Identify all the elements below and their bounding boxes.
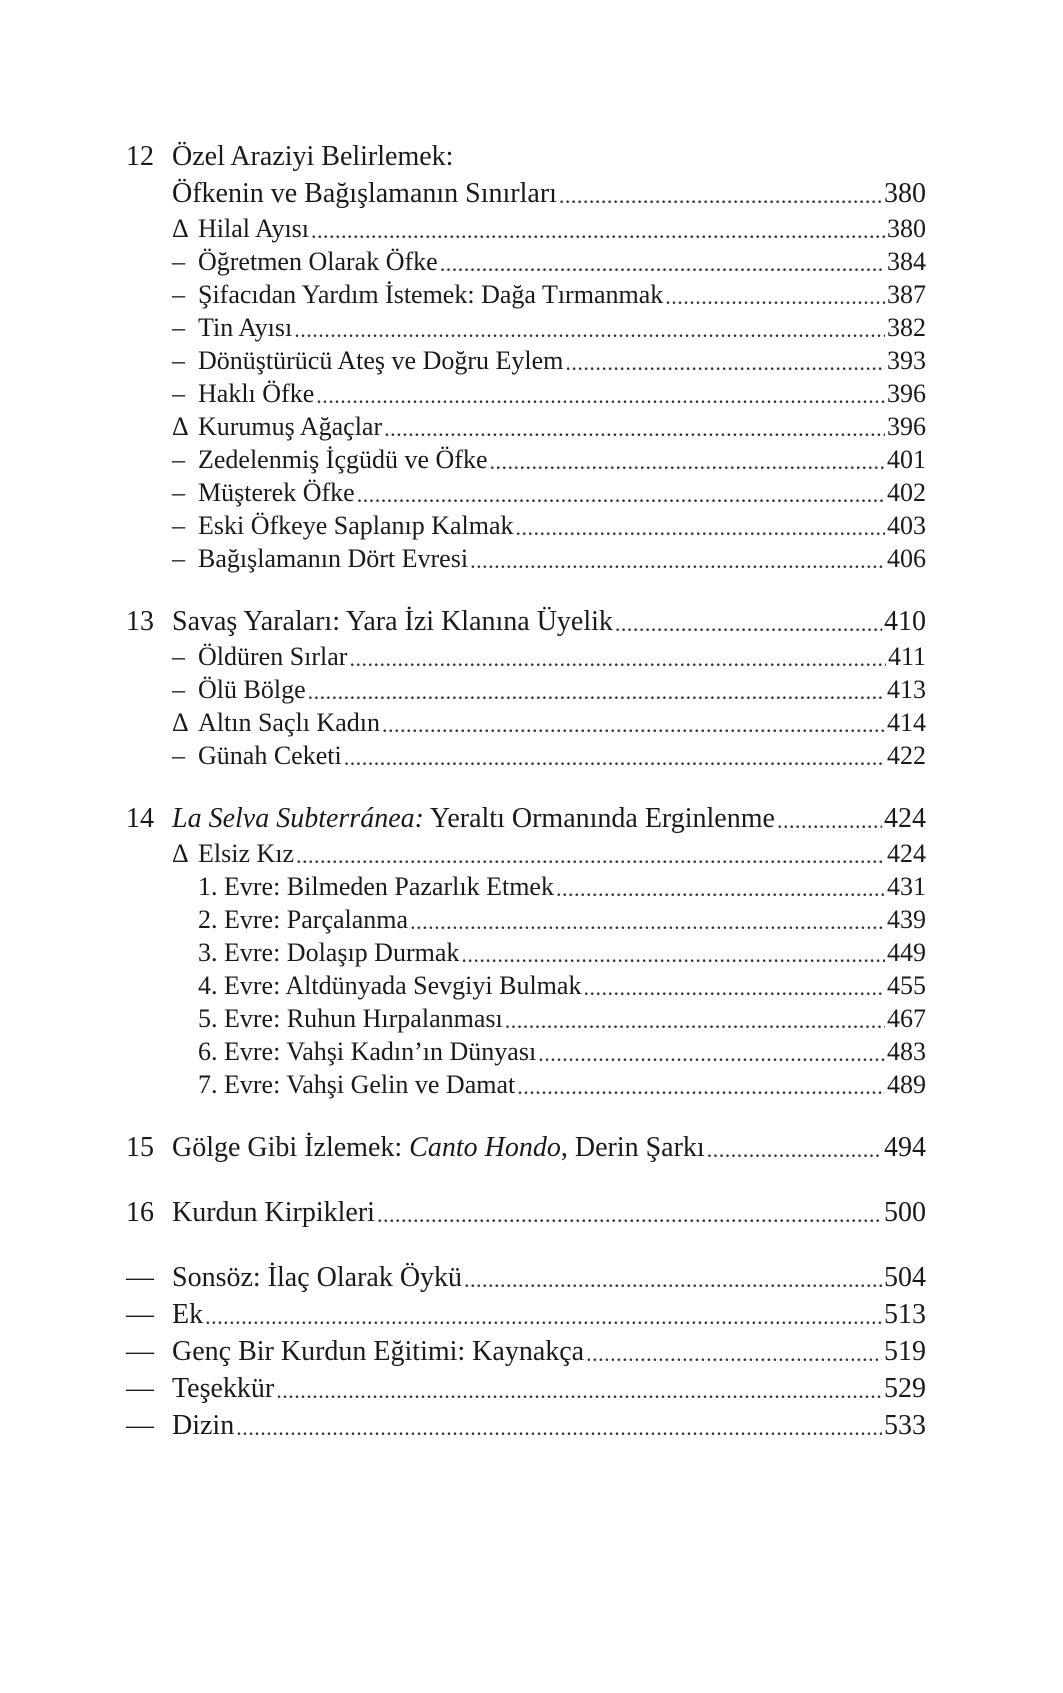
entry-title: Eski Öfkeye Saplanıp Kalmak (198, 511, 514, 540)
leader-dots (410, 908, 885, 934)
dash-marker: – (172, 741, 185, 770)
dash-marker: – (172, 675, 185, 704)
toc-entry[interactable] (126, 969, 926, 1002)
toc-entry[interactable] (126, 640, 926, 673)
entry-title: 6. Evre: Vahşi Kadın’ın Dünyası (198, 1037, 537, 1066)
entry-title: Bağışlamanın Dört Evresi (198, 544, 469, 573)
page-number: 504 (884, 1262, 926, 1293)
toc-entry[interactable] (126, 1068, 926, 1101)
dash-marker: – (172, 445, 185, 474)
toc-backmatter-entry[interactable] (126, 1296, 926, 1333)
triangle-marker: Δ (172, 839, 189, 868)
leader-dots (538, 1040, 885, 1066)
toc-entry[interactable] (126, 278, 926, 311)
chapter-number: 15 (126, 1132, 154, 1163)
entry-title: Kurumuş Ağaçlar (198, 412, 383, 441)
chapter-title-part-a: Gölge Gibi İzlemek: (172, 1132, 410, 1163)
page-number: 380 (887, 214, 926, 243)
page-number: 500 (884, 1197, 926, 1228)
em-dash-marker: — (126, 1336, 154, 1367)
toc-entry[interactable] (126, 936, 926, 969)
toc-backmatter-entry[interactable] (126, 1333, 926, 1370)
page-number: 402 (887, 478, 926, 507)
page-number: 387 (887, 280, 926, 309)
entry-title: 2. Evre: Parçalanma (198, 905, 409, 934)
page-number: 410 (884, 606, 926, 637)
page-number: 519 (884, 1336, 926, 1367)
chapter-title-rest: Yeraltı Ormanında Erginlenme (423, 803, 775, 834)
em-dash-marker: — (126, 1373, 154, 1404)
toc-entry[interactable] (126, 542, 926, 575)
chapter-title: Savaş Yaraları: Yara İzi Klanına Üyelik (172, 606, 613, 637)
toc-chapter-16[interactable] (126, 1194, 926, 1231)
leader-dots (311, 217, 885, 243)
entry-title: Dizin (172, 1410, 235, 1441)
leader-dots (505, 1007, 885, 1033)
toc-entry[interactable] (126, 443, 926, 476)
page-number: 396 (887, 379, 926, 408)
em-dash-marker: — (126, 1262, 154, 1293)
leader-dots (296, 842, 885, 868)
leader-dots (316, 382, 885, 408)
entry-title: Haklı Öfke (198, 379, 315, 408)
entry-title: Tin Ayısı (198, 313, 293, 342)
page-number: 529 (884, 1373, 926, 1404)
leader-dots (470, 547, 885, 573)
leader-dots (556, 875, 885, 901)
toc-backmatter-entry[interactable] (126, 1407, 926, 1444)
leader-dots (583, 974, 885, 1000)
entry-title: Dönüştürücü Ateş ve Doğru Eylem (198, 346, 564, 375)
page-number: 533 (884, 1410, 926, 1441)
page-number: 513 (884, 1299, 926, 1330)
leader-dots (440, 250, 885, 276)
entry-title: Müşterek Öfke (198, 478, 355, 507)
leader-dots (586, 1339, 882, 1367)
leader-dots (384, 415, 885, 441)
leader-dots (294, 316, 885, 342)
page-number: 424 (884, 803, 926, 834)
dash-marker: – (172, 280, 185, 309)
dash-marker: – (172, 313, 185, 342)
leader-dots (357, 481, 885, 507)
chapter-number: 12 (126, 141, 154, 172)
page-number: 393 (887, 346, 926, 375)
dash-marker: – (172, 642, 185, 671)
page-number: 422 (887, 741, 926, 770)
page-number: 467 (887, 1004, 926, 1033)
leader-dots (517, 1073, 885, 1099)
entry-title: Hilal Ayısı (198, 214, 310, 243)
chapter-title (172, 800, 775, 837)
entry-title: Elsiz Kız (198, 839, 295, 868)
leader-dots (205, 1302, 882, 1330)
dash-marker: – (172, 379, 185, 408)
entry-title: Şifacıdan Yardım İstemek: Dağa Tırmanmak (198, 280, 664, 309)
toc-chapter-14[interactable] (126, 800, 926, 837)
em-dash-marker: — (126, 1410, 154, 1441)
leader-dots (349, 645, 885, 671)
page-number: 411 (887, 642, 926, 671)
page-number: 439 (887, 905, 926, 934)
entry-title: Genç Bir Kurdun Eğitimi: Kaynakça (172, 1336, 585, 1367)
table-of-contents (126, 138, 926, 1444)
toc-entry[interactable] (126, 1035, 926, 1068)
toc-entry[interactable] (126, 377, 926, 410)
chapter-title-part-b: , Derin Şarkı (560, 1132, 705, 1163)
page-number: 414 (887, 708, 926, 737)
leader-dots (565, 349, 885, 375)
page-number: 413 (887, 675, 926, 704)
entry-title: Ek (172, 1299, 204, 1330)
chapter-title-italic: Canto Hondo (409, 1132, 561, 1163)
leader-dots (276, 1376, 882, 1404)
page-number: 396 (887, 412, 926, 441)
page-number: 424 (887, 839, 926, 868)
toc-entry[interactable] (126, 311, 926, 344)
leader-dots (461, 941, 885, 967)
entry-title: Sonsöz: İlaç Olarak Öykü (172, 1262, 463, 1293)
dash-marker: – (172, 247, 185, 276)
toc-entry[interactable] (126, 673, 926, 706)
chapter-title (172, 1129, 705, 1166)
page-number: 494 (884, 1132, 926, 1163)
entry-title: Zedelenmiş İçgüdü ve Öfke (198, 445, 488, 474)
toc-entry[interactable] (126, 509, 926, 542)
leader-dots (377, 1200, 882, 1228)
entry-title: 1. Evre: Bilmeden Pazarlık Etmek (198, 872, 554, 901)
leader-dots (516, 514, 885, 540)
entry-title: Ölü Bölge (198, 675, 306, 704)
entry-title: 4. Evre: Altdünyada Sevgiyi Bulmak (198, 971, 582, 1000)
entry-title: Teşekkür (172, 1373, 275, 1404)
page-number: 449 (887, 938, 926, 967)
page-number: 382 (887, 313, 926, 342)
toc-entry[interactable] (126, 410, 926, 443)
leader-dots (559, 181, 882, 209)
entry-title: Altın Saçlı Kadın (198, 708, 380, 737)
page-number: 483 (887, 1037, 926, 1066)
page-number: 403 (887, 511, 926, 540)
entry-title: Günah Ceketi (198, 741, 342, 770)
page-number: 406 (887, 544, 926, 573)
toc-entry[interactable] (126, 903, 926, 936)
dash-marker: – (172, 544, 185, 573)
leader-dots (382, 711, 885, 737)
toc-entry[interactable] (126, 245, 926, 278)
toc-entry[interactable] (126, 837, 926, 870)
entry-title: Öldüren Sırlar (198, 642, 348, 671)
entry-title: 5. Evre: Ruhun Hırpalanması (198, 1004, 503, 1033)
page-number: 431 (887, 872, 926, 901)
leader-dots (490, 448, 885, 474)
chapter-number: 14 (126, 803, 154, 834)
chapter-title: Kurdun Kirpikleri (172, 1197, 375, 1228)
toc-chapter-15[interactable] (126, 1129, 926, 1166)
page-number: 489 (887, 1070, 926, 1099)
toc-entry[interactable] (126, 212, 926, 245)
leader-dots (707, 1135, 882, 1163)
chapter-title: Özel Araziyi Belirlemek: (172, 141, 454, 172)
toc-backmatter-entry[interactable] (126, 1259, 926, 1296)
leader-dots (464, 1265, 882, 1293)
triangle-marker: Δ (172, 214, 189, 243)
leader-dots (665, 283, 885, 309)
page-number: 380 (884, 178, 926, 209)
triangle-marker: Δ (172, 412, 189, 441)
entry-title: 7. Evre: Vahşi Gelin ve Damat (198, 1070, 516, 1099)
leader-dots (308, 678, 885, 704)
leader-dots (777, 806, 882, 834)
page-number: 384 (887, 247, 926, 276)
dash-marker: – (172, 478, 185, 507)
toc-entry[interactable] (126, 476, 926, 509)
leader-dots (615, 609, 882, 637)
triangle-marker: Δ (172, 708, 189, 737)
chapter-number: 13 (126, 606, 154, 637)
dash-marker: – (172, 346, 185, 375)
toc-entry[interactable] (126, 1002, 926, 1035)
toc-backmatter-entry[interactable] (126, 1370, 926, 1407)
entry-title: Öğretmen Olarak Öfke (198, 247, 438, 276)
em-dash-marker: — (126, 1299, 154, 1330)
toc-entry[interactable] (126, 706, 926, 739)
toc-chapter-12-heading (126, 138, 926, 175)
chapter-title: Öfkenin ve Bağışlamanın Sınırları (172, 178, 557, 209)
leader-dots (236, 1413, 882, 1441)
toc-entry[interactable] (126, 739, 926, 772)
toc-entry[interactable] (126, 344, 926, 377)
dash-marker: – (172, 511, 185, 540)
toc-entry[interactable] (126, 870, 926, 903)
toc-entry[interactable] (126, 175, 926, 212)
toc-chapter-13[interactable] (126, 603, 926, 640)
page-number: 455 (887, 971, 926, 1000)
leader-dots (344, 744, 885, 770)
page-number: 401 (887, 445, 926, 474)
entry-title: 3. Evre: Dolaşıp Durmak (198, 938, 460, 967)
chapter-title-italic: La Selva Subterránea: (172, 803, 424, 834)
chapter-number: 16 (126, 1197, 154, 1228)
